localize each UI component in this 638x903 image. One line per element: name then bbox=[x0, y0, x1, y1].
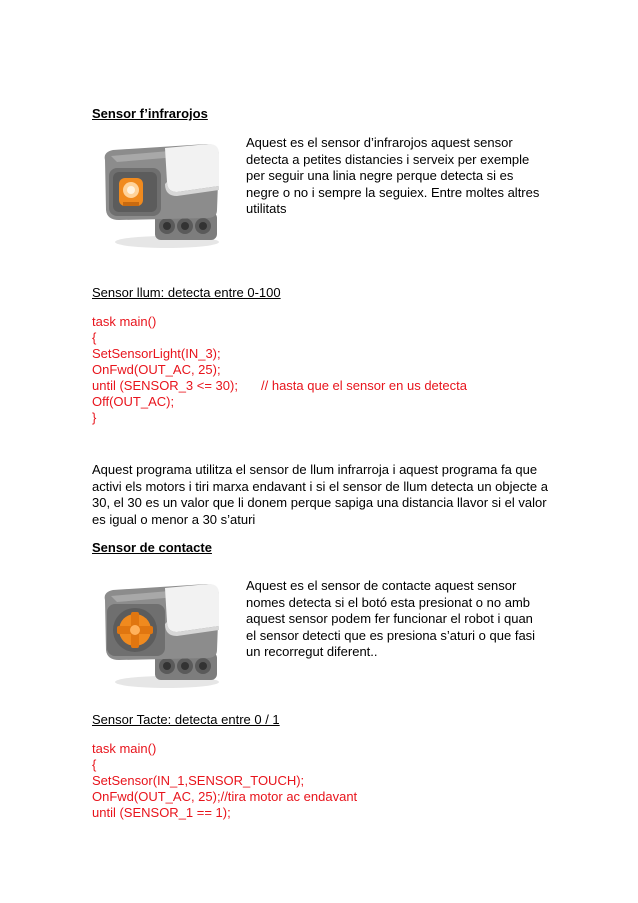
code-line: { bbox=[92, 757, 97, 772]
code-line: task main() bbox=[92, 314, 157, 329]
touch-sensor-image bbox=[97, 578, 222, 690]
code-line: Off(OUT_AC); bbox=[92, 394, 175, 409]
code-line: } bbox=[92, 410, 97, 425]
touch-sensor-title: Sensor Tacte: detecta entre 0 / 1 bbox=[92, 712, 280, 727]
code-line: SetSensor(IN_1,SENSOR_TOUCH); bbox=[92, 773, 305, 788]
code-line: task main() bbox=[92, 741, 157, 756]
code-line: SetSensorLight(IN_3); bbox=[92, 346, 221, 361]
infrared-heading: Sensor f’infrarojos bbox=[92, 106, 208, 121]
light-code-block bbox=[92, 314, 238, 426]
code-line: until (SENSOR_3 <= 30); bbox=[92, 378, 238, 393]
touch-heading: Sensor de contacte bbox=[92, 540, 212, 555]
infrared-description: Aquest es el sensor d’infrarojos aquest sensor detecta a petites distancies i serveix per exemple per seguir una linia negre perque detecta si es negre o no i sempre la seguiex. Entre moltes altres utilitats bbox=[246, 135, 540, 216]
code-line: OnFwd(OUT_AC, 25); bbox=[92, 362, 221, 377]
light-explanation: Aquest programa utilitza el sensor de llum infrarroja i aquest programa fa que activi els motors i tiri marxa endavant i si el sensor de llum detecta un objecte a 30, el 30 es un valor que li donem perque sapiga una distancia llavor si el valor es igual o menor a 30 s’aturi bbox=[92, 462, 548, 527]
touch-description: Aquest es el sensor de contacte aquest sensor nomes detecta si el botó esta presionat o no amb aquest sensor podem fer funcionar el robot i quan el sensor detecti que es presiona s’aturi o que fasi un recorregut diferent.. bbox=[246, 578, 536, 659]
touch-code-block bbox=[92, 741, 357, 821]
code-comment: // hasta que el sensor en us detecta bbox=[261, 378, 467, 393]
light-sensor-title: Sensor llum: detecta entre 0-100 bbox=[92, 285, 281, 300]
code-line: { bbox=[92, 330, 97, 345]
light-sensor-image bbox=[97, 138, 222, 250]
code-line: OnFwd(OUT_AC, 25);//tira motor ac endavant bbox=[92, 789, 358, 804]
code-line: until (SENSOR_1 == 1); bbox=[92, 805, 231, 820]
